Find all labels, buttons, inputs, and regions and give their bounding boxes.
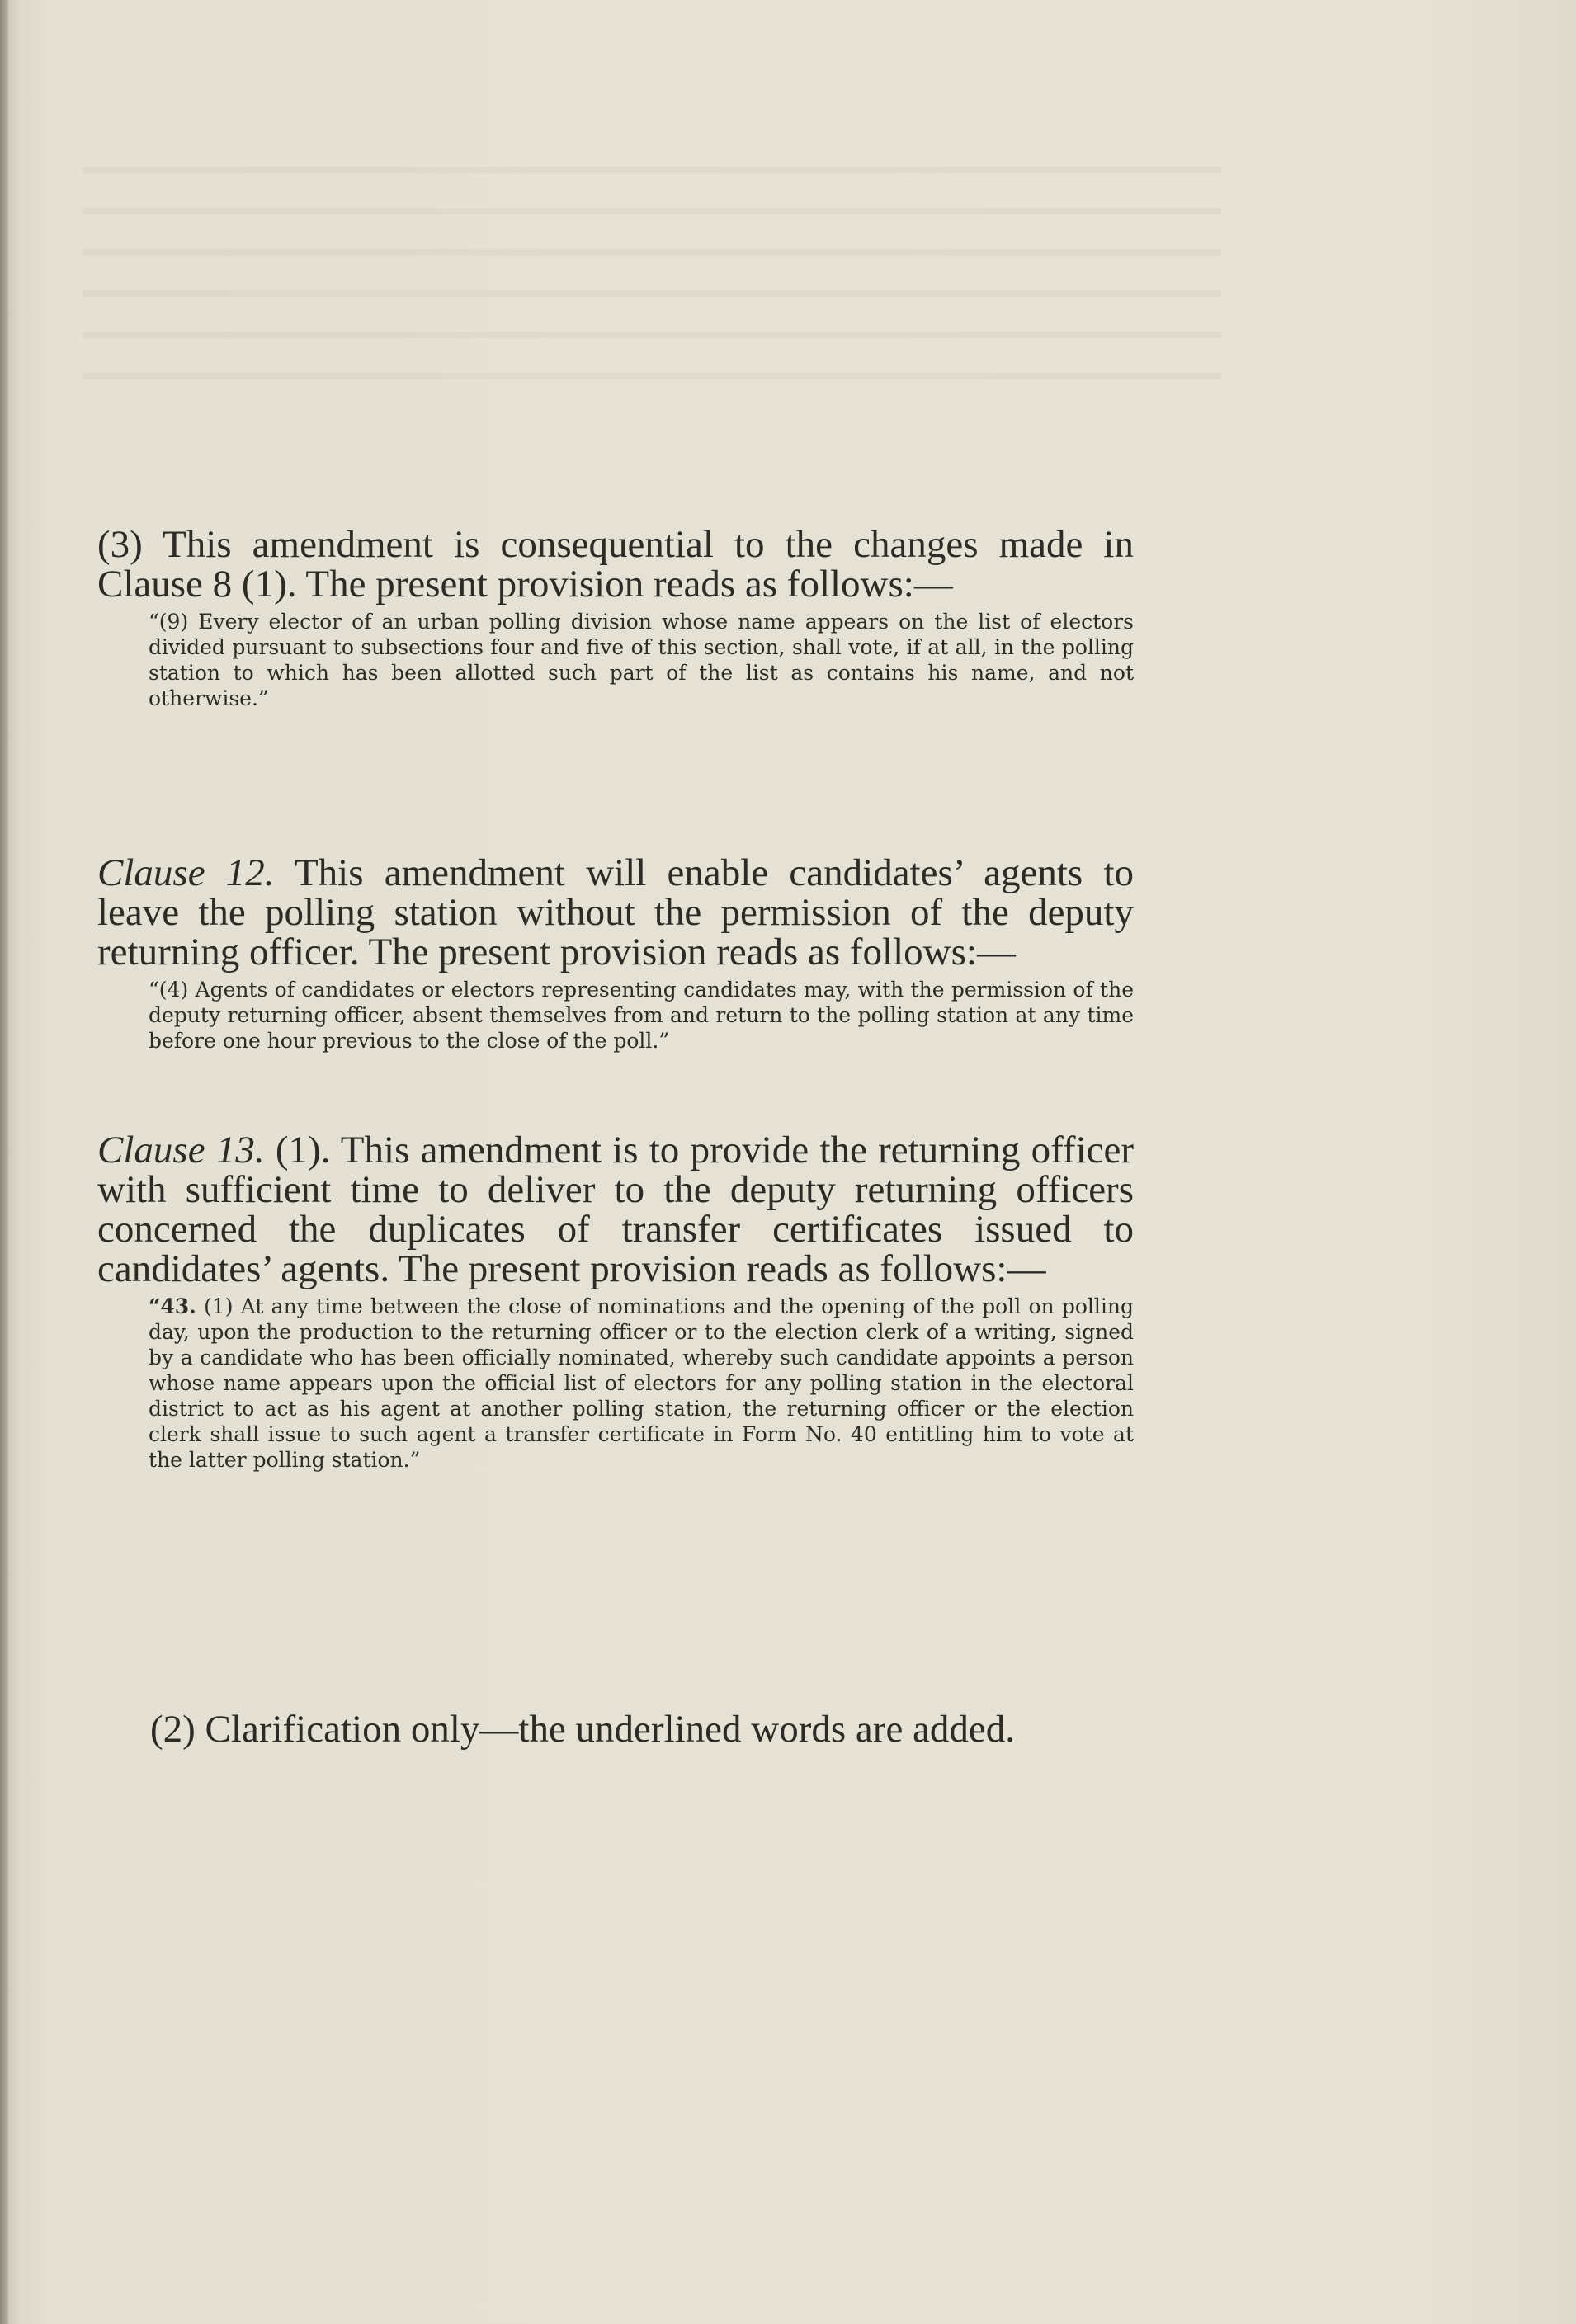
clause-12-label: Clause 12. (97, 851, 275, 894)
clause-12-quote: “(4) Agents of candidates or electors representing candidates may, with the permission of the deputy returning officer, absent themselves from and return to the polling station at any time before one hour previous to the close of the poll.” (149, 978, 1134, 1053)
section-3-paragraph: (3) This amendment is consequential to the changes made in Clause 8 (1). The present provision reads as follows:— (97, 523, 1134, 606)
clause-13-quote (149, 1294, 1134, 1473)
clause-12-paragraph (97, 853, 1134, 972)
section-2-paragraph: (2) Clarification only—the underlined words are added. (150, 1708, 1016, 1751)
clause-13-quote-text: (1) At any time between the close of nominations and the opening of the poll on polling day, upon the production to the returning officer or to the election clerk of a writing, signed by a candidate who has been officially nominated, whereby such candidate appoints a person whose name appears upon the official list of electors for any polling station in the electoral district to act as his agent at another polling station, the returning officer or the election clerk shall issue to such agent a transfer certificate in Form No. 40 entitling him to vote at the latter polling station.” (149, 1294, 1134, 1472)
clause-13-paragraph (97, 1130, 1134, 1289)
clause-13-note (97, 1130, 1134, 1473)
section-3-quote: “(9) Every elector of an urban polling division whose name appears on the list of electors divided pursuant to subsections four and five of this section, shall vote, if at all, in the polling station to which has been allotted such part of the list as contains his name, and not otherwise.” (149, 610, 1134, 710)
clause-13-quote-number: “43. (149, 1294, 196, 1318)
show-through-text (83, 132, 1221, 404)
clause-12-note (97, 853, 1134, 1054)
clause-13-text: (1). This amendment is to provide the returning officer with sufficient time to deliver to the deputy returning officers concerned the duplicates of transfer certificates issued to candidates’ agents. The present provision reads as follows:— (97, 1129, 1134, 1290)
section-2-note (150, 1709, 1140, 1749)
clause-12-text: This amendment will enable candidates’ agents to leave the polling station without the permission of the deputy returning officer. The present provision reads as follows:— (97, 851, 1135, 973)
page-spine-shadow (0, 0, 8, 2324)
clause-13-label: Clause 13. (97, 1129, 265, 1171)
section-3-note (97, 525, 1134, 711)
